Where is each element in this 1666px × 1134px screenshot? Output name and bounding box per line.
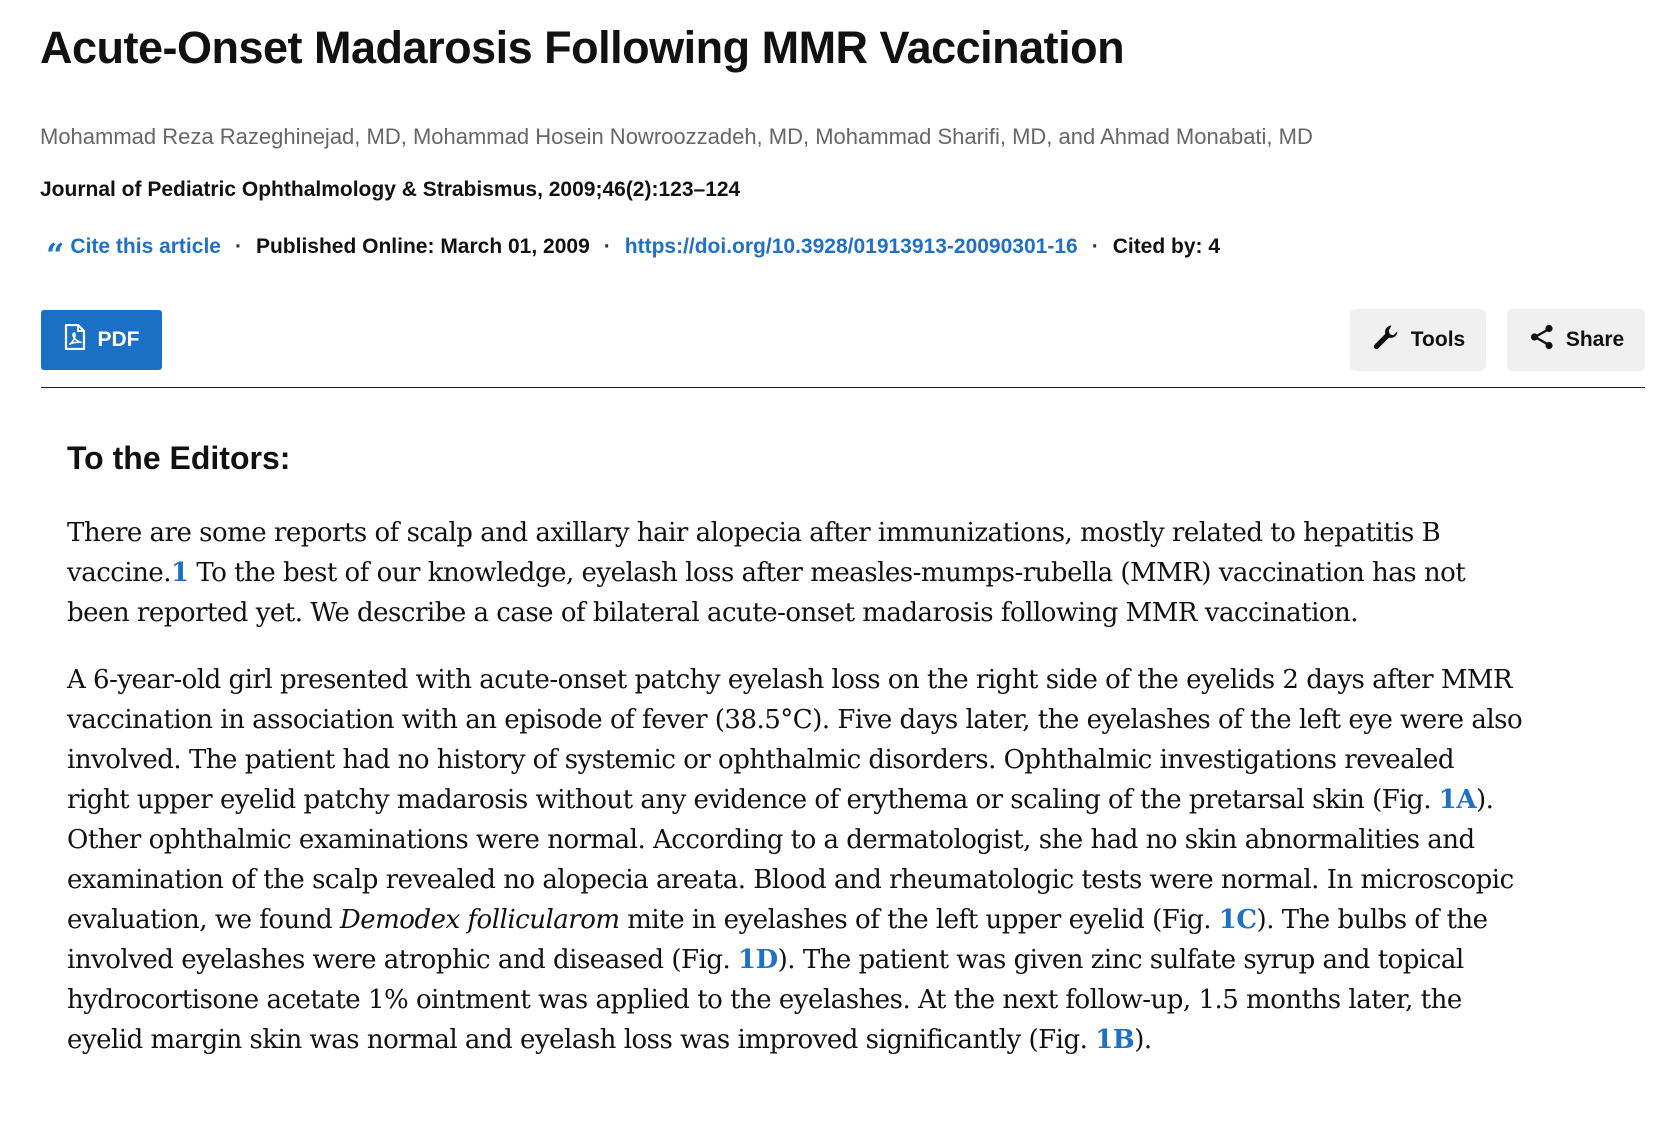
text-run: eyelid margin skin was normal and eyelash loss was improved significantly (Fig. bbox=[67, 1025, 1096, 1055]
cite-label: Cite this article bbox=[70, 235, 221, 258]
text-run: ). bbox=[1476, 785, 1494, 815]
tools-label: Tools bbox=[1410, 328, 1466, 351]
tools-button[interactable] bbox=[1350, 309, 1486, 371]
text-run: vaccine. bbox=[67, 558, 172, 588]
article-title: Acute-Onset Madarosis Following MMR Vaccination bbox=[40, 22, 1125, 73]
text-line: involved. The patient had no history of systemic or ophthalmic disorders. Ophthalmic investigations revealed bbox=[67, 745, 1455, 775]
text-run: To the best of our knowledge, eyelash loss after measles-mumps-rubella (MMR) vaccination has not bbox=[188, 558, 1466, 588]
text-line bbox=[67, 780, 1657, 820]
published-date: Published Online: March 01, 2009 bbox=[255, 235, 590, 258]
text-run: ). The bulbs of the bbox=[1256, 905, 1488, 935]
share-label: Share bbox=[1565, 328, 1625, 351]
meta-separator: · bbox=[1091, 235, 1099, 258]
text-line bbox=[67, 940, 1657, 980]
species-name: Demodex follicularom bbox=[339, 905, 620, 935]
pdf-file-icon bbox=[64, 324, 86, 356]
article-meta-bar bbox=[46, 232, 1221, 274]
author-list: Mohammad Reza Razeghinejad, MD, Mohammad Hosein Nowroozzadeh, MD, Mohammad Sharifi, MD, and Ahmad Monabati, MD bbox=[40, 124, 1313, 149]
text-line: A 6-year-old girl presented with acute-onset patchy eyelash loss on the right side of the eyelids 2 days after MMR bbox=[67, 665, 1513, 695]
figure-link-1c[interactable]: 1C bbox=[1218, 905, 1257, 935]
text-line bbox=[67, 553, 1657, 593]
share-icon bbox=[1528, 323, 1556, 357]
text-line: vaccination in association with an episode of fever (38.5°C). Five days later, the eyelashes of the left eye were also bbox=[67, 705, 1523, 735]
meta-separator: · bbox=[603, 235, 611, 258]
header-divider bbox=[41, 387, 1645, 388]
cite-this-article-link[interactable] bbox=[46, 235, 221, 274]
reference-link-1[interactable]: 1 bbox=[171, 558, 189, 588]
article-body bbox=[67, 513, 1657, 1087]
pdf-button[interactable] bbox=[41, 310, 162, 370]
figure-link-1d[interactable]: 1D bbox=[738, 945, 778, 975]
text-run: ). The patient was given zinc sulfate syrup and topical bbox=[777, 945, 1464, 975]
figure-link-1a[interactable]: 1A bbox=[1438, 785, 1476, 815]
text-run: evaluation, we found bbox=[67, 905, 340, 935]
share-button[interactable] bbox=[1507, 309, 1645, 371]
paragraph-1 bbox=[67, 513, 1657, 633]
text-line: Other ophthalmic examinations were normal. According to a dermatologist, she had no skin abnormalities and bbox=[67, 825, 1475, 855]
quote-icon: “ bbox=[46, 236, 65, 274]
text-line: There are some reports of scalp and axillary hair alopecia after immunizations, mostly related to hepatitis B bbox=[67, 518, 1441, 548]
text-run: ). bbox=[1134, 1025, 1152, 1055]
meta-separator: · bbox=[234, 235, 242, 258]
text-line: hydrocortisone acetate 1% ointment was applied to the eyelashes. At the next follow-up, 1.5 months later, the bbox=[67, 985, 1462, 1015]
text-run: involved eyelashes were atrophic and diseased (Fig. bbox=[67, 945, 738, 975]
cited-by-count: Cited by: 4 bbox=[1112, 235, 1221, 258]
doi-link[interactable]: https://doi.org/10.3928/01913913-20090301-16 bbox=[624, 235, 1078, 258]
text-run: mite in eyelashes of the left upper eyelid (Fig. bbox=[619, 905, 1219, 935]
text-run: right upper eyelid patchy madarosis without any evidence of erythema or scaling of the pretarsal skin (Fig. bbox=[67, 785, 1439, 815]
text-line bbox=[67, 900, 1657, 940]
section-heading: To the Editors: bbox=[67, 440, 291, 476]
figure-link-1b[interactable]: 1B bbox=[1095, 1025, 1135, 1055]
journal-citation: Journal of Pediatric Ophthalmology & Strabismus, 2009;46(2):123–124 bbox=[40, 178, 741, 201]
text-line: examination of the scalp revealed no alopecia areata. Blood and rheumatologic tests were normal. In microscopic bbox=[67, 865, 1514, 895]
text-line bbox=[67, 1020, 1657, 1060]
pdf-label: PDF bbox=[97, 328, 140, 351]
paragraph-2 bbox=[67, 660, 1657, 1060]
wrench-icon bbox=[1371, 322, 1401, 358]
text-line: been reported yet. We describe a case of bilateral acute-onset madarosis following MMR vaccination. bbox=[67, 598, 1359, 628]
